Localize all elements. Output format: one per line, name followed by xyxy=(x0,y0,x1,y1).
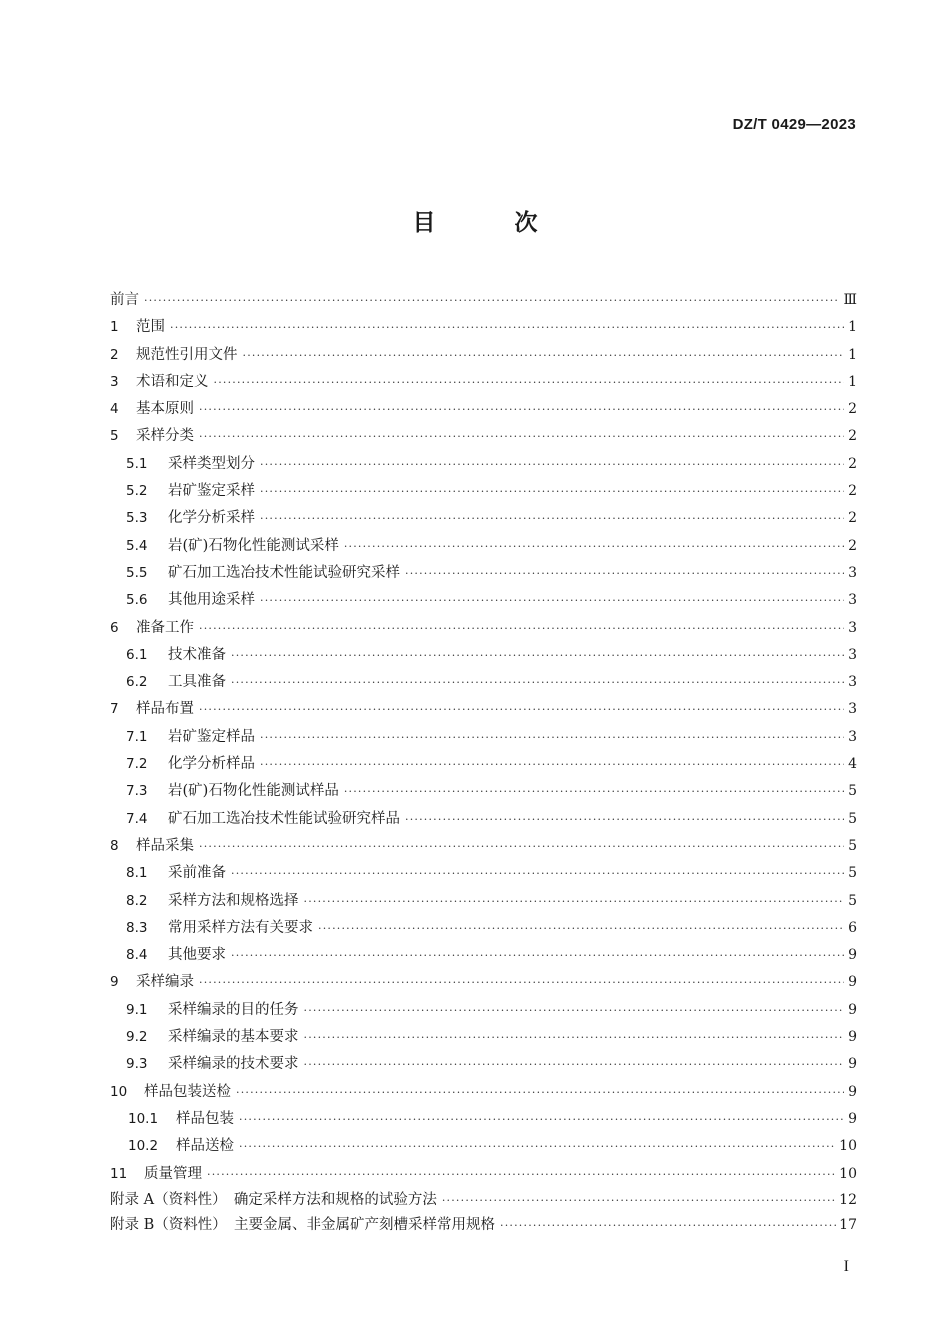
dot-leader xyxy=(304,997,845,1024)
toc-entry-number: 7.2 xyxy=(126,756,148,773)
toc-entry[interactable] xyxy=(110,888,857,915)
toc-entry[interactable] xyxy=(110,669,857,696)
toc-entry-number: 2 xyxy=(110,346,119,363)
toc-entry-number: 10 xyxy=(110,1083,128,1100)
toc-entry-number: 8.4 xyxy=(126,947,148,964)
toc-entry[interactable] xyxy=(110,451,857,478)
toc-entry[interactable] xyxy=(110,1133,857,1160)
toc-entry-label: 规范性引用文件 xyxy=(136,346,238,363)
toc-entry-label: 常用采样方法有关要求 xyxy=(168,919,313,936)
toc-entry-page: 3 xyxy=(848,701,857,718)
toc-entry[interactable] xyxy=(110,1188,857,1214)
toc-entry-label: 技术准备 xyxy=(168,646,226,663)
dot-leader xyxy=(199,696,844,723)
toc-entry-page: 6 xyxy=(848,919,857,936)
toc-entry-page: 3 xyxy=(848,592,857,609)
toc-entry[interactable] xyxy=(110,1051,857,1078)
toc-entry-page: 1 xyxy=(848,346,857,363)
toc-entry-page: 9 xyxy=(848,1029,857,1046)
toc-entry-number: 9.3 xyxy=(126,1056,148,1073)
toc-entry-number: 8.1 xyxy=(126,865,148,882)
toc-entry-page: 2 xyxy=(848,428,857,445)
toc-entry-number: 5.1 xyxy=(126,455,148,472)
dot-leader xyxy=(243,342,845,369)
toc-entry-page: 2 xyxy=(848,510,857,527)
toc-entry-number: 5.5 xyxy=(126,564,148,581)
toc-entry-number: 10.1 xyxy=(128,1110,159,1127)
document-code: DZ/T 0429—2023 xyxy=(732,116,856,133)
dot-leader xyxy=(144,287,840,314)
toc-entry-number: 7.3 xyxy=(126,783,148,800)
dot-leader xyxy=(199,423,844,450)
dot-leader xyxy=(344,778,844,805)
toc-entry[interactable] xyxy=(110,1106,857,1133)
toc-entry[interactable] xyxy=(110,778,857,805)
dot-leader xyxy=(405,560,844,587)
toc-entry-label: 岩矿鉴定采样 xyxy=(168,483,255,500)
dot-leader xyxy=(500,1213,836,1239)
toc-entry-page: 2 xyxy=(848,455,857,472)
toc-entry-number: 4 xyxy=(110,401,119,418)
toc-entry-label: 其他用途采样 xyxy=(168,592,255,609)
toc-entry-page: 9 xyxy=(848,974,857,991)
dot-leader xyxy=(442,1188,836,1214)
toc-entry-label: 工具准备 xyxy=(168,674,226,691)
toc-entry-label: 岩(矿)石物化性能测试采样 xyxy=(168,537,339,554)
dot-leader xyxy=(304,888,845,915)
table-of-contents xyxy=(110,287,857,1239)
toc-entry-label: 准备工作 xyxy=(136,619,194,636)
toc-entry-number: 3 xyxy=(110,373,119,390)
toc-entry-label: 采样方法和规格选择 xyxy=(168,892,299,909)
toc-entry-label: 化学分析采样 xyxy=(168,510,255,527)
toc-entry-number: 5 xyxy=(110,428,119,445)
toc-entry-page: 3 xyxy=(848,564,857,581)
toc-entry-number: 6.1 xyxy=(126,646,148,663)
toc-entry-number: 7.4 xyxy=(126,810,148,827)
toc-entry[interactable] xyxy=(110,997,857,1024)
toc-entry-label: 前言 xyxy=(110,292,139,308)
toc-entry-label: 采样编录 xyxy=(136,974,194,991)
dot-leader xyxy=(231,642,844,669)
toc-entry[interactable] xyxy=(110,1079,857,1106)
dot-leader xyxy=(260,478,844,505)
toc-entry-number: 8 xyxy=(110,837,119,854)
dot-leader xyxy=(304,1024,845,1051)
toc-entry-number: 6.2 xyxy=(126,674,148,691)
toc-entry[interactable] xyxy=(110,969,857,996)
toc-entry-page: 5 xyxy=(848,892,857,909)
toc-entry-page: 9 xyxy=(848,1083,857,1100)
toc-entry-page: 12 xyxy=(839,1191,857,1208)
toc-entry-page: 5 xyxy=(848,865,857,882)
toc-entry-label: 采样编录的技术要求 xyxy=(168,1056,299,1073)
toc-entry[interactable] xyxy=(110,478,857,505)
page-title: 目 次 xyxy=(412,210,566,236)
dot-leader xyxy=(260,724,844,751)
toc-entry-page: 3 xyxy=(848,728,857,745)
dot-leader xyxy=(344,533,844,560)
toc-entry-number: 8.2 xyxy=(126,892,148,909)
page-number: I xyxy=(843,1258,849,1275)
toc-entry-page: 3 xyxy=(848,646,857,663)
toc-entry-label: 采前准备 xyxy=(168,865,226,882)
dot-leader xyxy=(304,1051,845,1078)
toc-entry-label: 范围 xyxy=(136,319,165,336)
toc-entry[interactable] xyxy=(110,560,857,587)
toc-entry-number: 5.3 xyxy=(126,510,148,527)
toc-entry-page: 9 xyxy=(848,1001,857,1018)
toc-entry[interactable] xyxy=(110,915,857,942)
toc-entry[interactable] xyxy=(110,833,857,860)
dot-leader xyxy=(236,1079,844,1106)
toc-entry-page: 4 xyxy=(848,756,857,773)
toc-entry[interactable] xyxy=(110,1024,857,1051)
toc-entry-label: 基本原则 xyxy=(136,401,194,418)
toc-entry-page: 2 xyxy=(848,401,857,418)
toc-entry-label: 岩(矿)石物化性能测试样品 xyxy=(168,783,339,800)
toc-entry-label: 样品送检 xyxy=(176,1138,234,1155)
toc-entry-number: 11 xyxy=(110,1165,128,1182)
toc-entry-label: 样品采集 xyxy=(136,837,194,854)
toc-entry-label: 矿石加工选冶技术性能试验研究样品 xyxy=(168,810,400,827)
dot-leader xyxy=(260,505,844,532)
dot-leader xyxy=(231,860,844,887)
toc-entry[interactable] xyxy=(110,806,857,833)
toc-entry-number: 7.1 xyxy=(126,728,148,745)
toc-entry[interactable] xyxy=(110,396,857,423)
toc-entry-page: 9 xyxy=(848,1110,857,1127)
toc-entry-page: 1 xyxy=(848,319,857,336)
toc-entry-label: 样品包装 xyxy=(176,1110,234,1127)
toc-entry-label: 附录 B（资料性） 主要金属、非金属矿产刻槽采样常用规格 xyxy=(110,1217,496,1234)
toc-entry-label: 岩矿鉴定样品 xyxy=(168,728,255,745)
toc-entry-page: 2 xyxy=(848,537,857,554)
toc-entry[interactable] xyxy=(110,942,857,969)
toc-entry-page: Ⅲ xyxy=(843,292,857,308)
toc-entry-number: 1 xyxy=(110,319,119,336)
toc-entry-number: 5.6 xyxy=(126,592,148,609)
toc-entry[interactable] xyxy=(110,423,857,450)
toc-entry-label: 其他要求 xyxy=(168,947,226,964)
dot-leader xyxy=(405,806,844,833)
toc-entry-label: 附录 A（资料性） 确定采样方法和规格的试验方法 xyxy=(110,1191,437,1208)
toc-entry-label: 采样编录的目的任务 xyxy=(168,1001,299,1018)
dot-leader xyxy=(239,1133,836,1160)
toc-entry[interactable] xyxy=(110,696,857,723)
toc-entry[interactable] xyxy=(110,342,857,369)
toc-entry[interactable] xyxy=(110,587,857,614)
toc-entry[interactable] xyxy=(110,860,857,887)
dot-leader xyxy=(231,942,844,969)
toc-entry-label: 化学分析样品 xyxy=(168,756,255,773)
dot-leader xyxy=(199,615,844,642)
toc-entry-number: 9.2 xyxy=(126,1029,148,1046)
toc-entry-number: 10.2 xyxy=(128,1138,159,1155)
toc-entry[interactable] xyxy=(110,287,857,314)
dot-leader xyxy=(260,451,844,478)
toc-entry-number: 6 xyxy=(110,619,119,636)
dot-leader xyxy=(214,369,845,396)
toc-entry-label: 矿石加工选冶技术性能试验研究采样 xyxy=(168,564,400,581)
toc-entry-page: 2 xyxy=(848,483,857,500)
dot-leader xyxy=(207,1161,836,1188)
toc-entry-page: 3 xyxy=(848,619,857,636)
toc-entry-page: 3 xyxy=(848,674,857,691)
toc-entry[interactable] xyxy=(110,1213,857,1239)
toc-entry-number: 9 xyxy=(110,974,119,991)
toc-entry[interactable] xyxy=(110,369,857,396)
toc-entry-page: 5 xyxy=(848,783,857,800)
toc-entry-label: 采样编录的基本要求 xyxy=(168,1029,299,1046)
dot-leader xyxy=(260,587,844,614)
toc-entry-label: 采样分类 xyxy=(136,428,194,445)
dot-leader xyxy=(170,314,844,341)
toc-entry-page: 5 xyxy=(848,810,857,827)
toc-entry-page: 10 xyxy=(839,1165,857,1182)
toc-entry-page: 17 xyxy=(839,1217,857,1234)
toc-entry[interactable] xyxy=(110,751,857,778)
toc-entry[interactable] xyxy=(110,1161,857,1188)
toc-entry-page: 1 xyxy=(848,373,857,390)
dot-leader xyxy=(231,669,844,696)
toc-entry-label: 样品布置 xyxy=(136,701,194,718)
toc-entry-page: 10 xyxy=(839,1138,857,1155)
toc-entry[interactable] xyxy=(110,533,857,560)
toc-entry-label: 质量管理 xyxy=(144,1165,202,1182)
toc-entry-label: 术语和定义 xyxy=(136,373,209,390)
toc-entry-number: 9.1 xyxy=(126,1001,148,1018)
toc-entry-label: 样品包装送检 xyxy=(144,1083,231,1100)
toc-entry-number: 8.3 xyxy=(126,919,148,936)
dot-leader xyxy=(239,1106,844,1133)
dot-leader xyxy=(199,396,844,423)
toc-entry-number: 5.2 xyxy=(126,483,148,500)
dot-leader xyxy=(199,833,844,860)
toc-entry[interactable] xyxy=(110,642,857,669)
toc-entry-number: 7 xyxy=(110,701,119,718)
dot-leader xyxy=(318,915,844,942)
toc-entry-number: 5.4 xyxy=(126,537,148,554)
toc-entry-label: 采样类型划分 xyxy=(168,455,255,472)
toc-entry[interactable] xyxy=(110,724,857,751)
toc-entry[interactable] xyxy=(110,615,857,642)
toc-entry-page: 9 xyxy=(848,947,857,964)
toc-entry[interactable] xyxy=(110,505,857,532)
toc-entry[interactable] xyxy=(110,314,857,341)
toc-entry-page: 5 xyxy=(848,837,857,854)
toc-entry-page: 9 xyxy=(848,1056,857,1073)
dot-leader xyxy=(260,751,844,778)
dot-leader xyxy=(199,969,844,996)
